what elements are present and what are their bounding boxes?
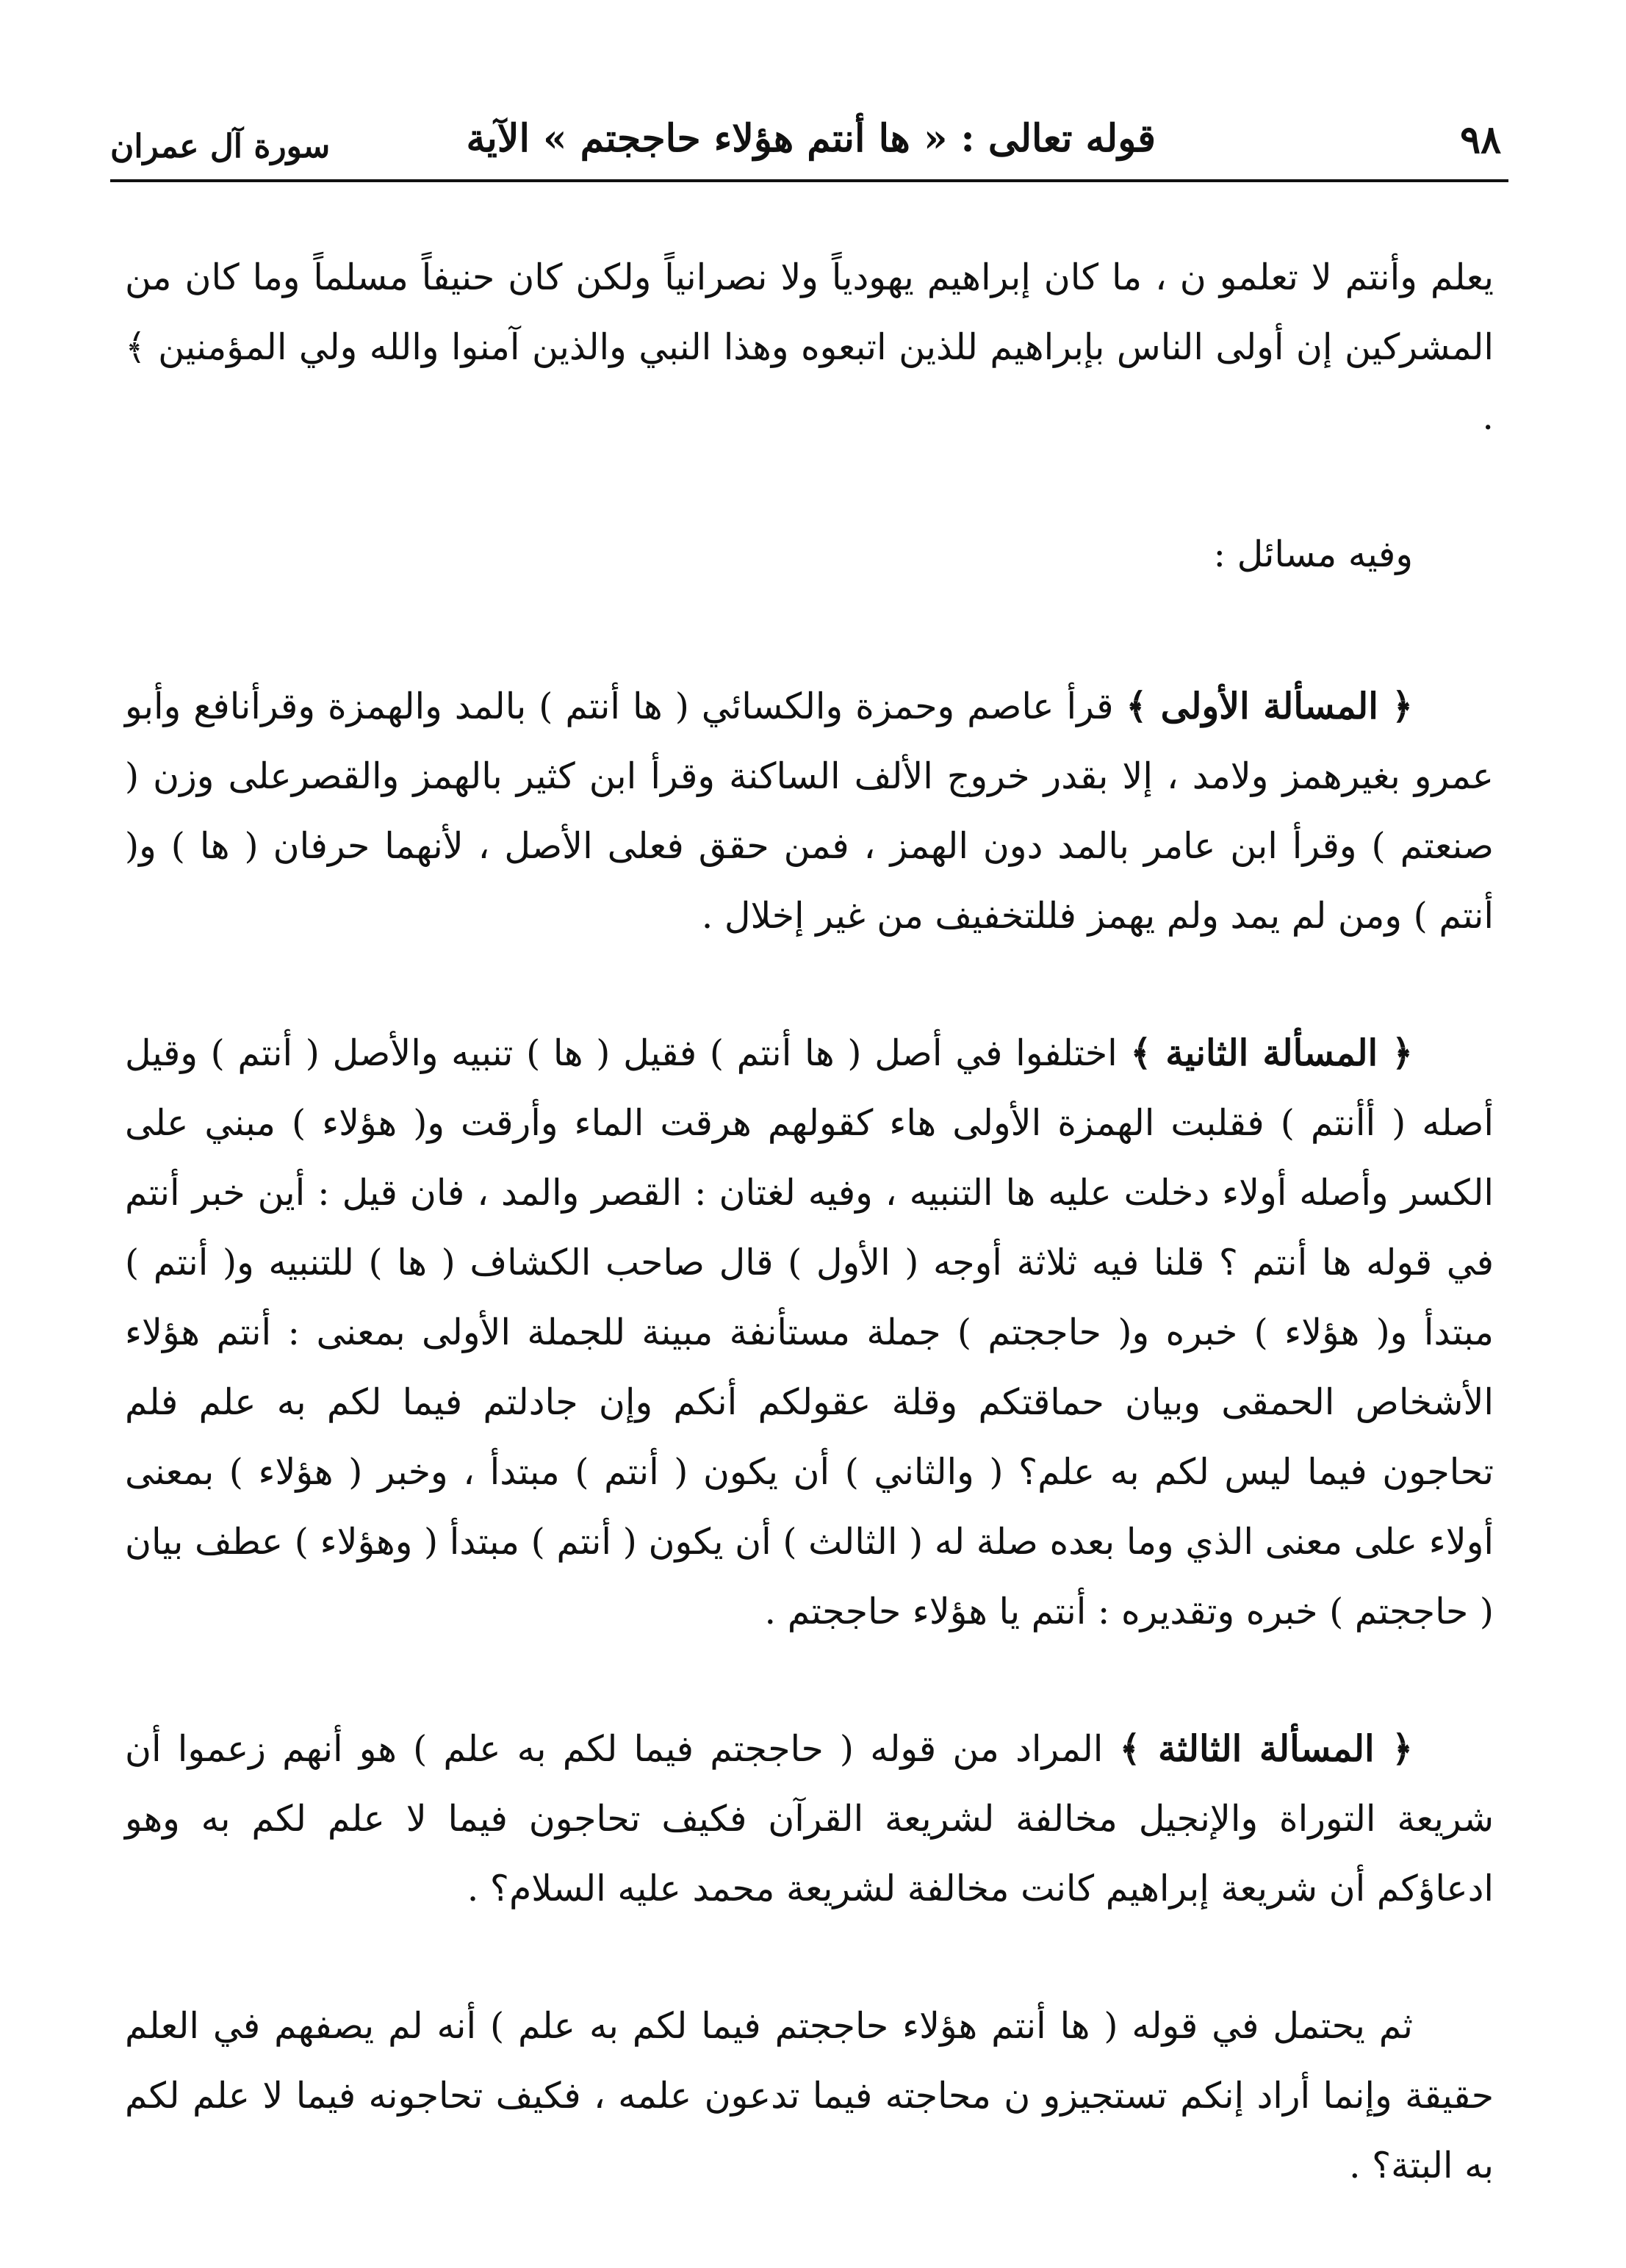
- body-text: [125, 242, 1494, 2268]
- page-number: ٩٨: [1460, 118, 1501, 162]
- issue-3-text: المراد من قوله ( حاججتم فيما لكم به علم ) هو أنهم زعموا أن شريعة التوراة والإنجيل مخالفة لشريعة القرآن فكيف تحاجون فيما لا علم لكم به وهو ادعاؤكم أن شريعة إبراهيم كانت مخالفة لشريعة محمد عليه السلام؟ .: [125, 1728, 1494, 1909]
- issue-3-heading: ﴿ المسألة الثالثة ﴾: [1119, 1727, 1413, 1770]
- header-rule: [110, 179, 1508, 182]
- issue-2: [125, 1018, 1494, 1646]
- surah-name: سورة آل عمران: [110, 128, 331, 165]
- issue-3: [125, 1714, 1494, 1923]
- issue-2-text: اختلفوا في أصل ( ها أنتم ) فقيل ( ها ) تنبيه والأصل ( أنتم ) وقيل أصله ( أأنتم ) فقلبت الهمزة الأولى هاء كقولهم هرقت الماء وأرقت و( هؤلاء ) مبني على الكسر وأصله أولاء دخلت عليه ها التنبيه ، وفيه لغتان : القصر والمد ، فان قيل : أين خبر أنتم في قوله ها أنتم ؟ قلنا فيه ثلاثة أوجه ( الأول ) قال صاحب الكشاف ( ها ) للتنبيه و( أنتم ) مبتدأ و( هؤلاء ) خبره و( حاججتم ) جملة مستأنفة مبينة للجملة الأولى بمعنى : أنتم هؤلاء الأشخاص الحمقى وبيان حماقتكم وقلة عقولكم أنكم وإن جادلتم فيما لكم به علم فلم تحاجون فيما ليس لكم به علم؟ ( والثاني ) أن يكون ( أنتم ) مبتدأ ، وخبر ( هؤلاء ) بمعنى أولاء على معنى الذي وما بعده صلة له ( الثالث ) أن يكون ( أنتم ) مبتدأ ( وهؤلاء ) عطف بيان ( حاججتم ) خبره وتقديره : أنتم يا هؤلاء حاججتم .: [125, 1032, 1494, 1632]
- verse-text: يعلم وأنتم لا تعلمو ن ، ما كان إبراهيم يهودياً ولا نصرانياً ولكن كان حنيفاً مسلماً وما كان من المشركين إن أولى الناس بإبراهيم للذين اتبعوه وهذا النبي والذين آمنوا والله ولي المؤمنين ﴾ .: [125, 256, 1494, 438]
- closing-paragraph: ثم يحتمل في قوله ( ها أنتم هؤلاء حاججتم فيما لكم به علم ) أنه لم يصفهم في العلم حقيقة وإنما أراد إنكم تستجيزو ن محاجته فيما تدعون علمه ، فكيف تحاجونه فيما لا علم لكم به البتة؟ .: [125, 2005, 1494, 2186]
- issues-intro: وفيه مسائل :: [1213, 533, 1413, 575]
- issue-1: [125, 672, 1494, 951]
- issue-1-heading: ﴿ المسألة الأولى ﴾: [1126, 685, 1413, 727]
- header-title: قوله تعالى : « ها أنتم هؤلاء حاججتم » الآية: [466, 116, 1156, 161]
- issue-1-text: قرأ عاصم وحمزة والكسائي ( ها أنتم ) بالمد والهمزة وقرأنافع وأبو عمرو بغيرهمز ولامد ، إلا بقدر خروج الألف الساكنة وقرأ ابن كثير بالهمز والقصرعلى وزن ( صنعتم ) وقرأ ابن عامر بالمد دون الهمز ، فمن حقق فعلى الأصل ، لأنهما حرفان ( ها ) و( أنتم ) ومن لم يمد ولم يهمز فللتخفيف من غير إخلال .: [125, 685, 1494, 937]
- running-header: [110, 103, 1501, 176]
- issue-2-heading: ﴿ المسألة الثانية ﴾: [1130, 1032, 1413, 1074]
